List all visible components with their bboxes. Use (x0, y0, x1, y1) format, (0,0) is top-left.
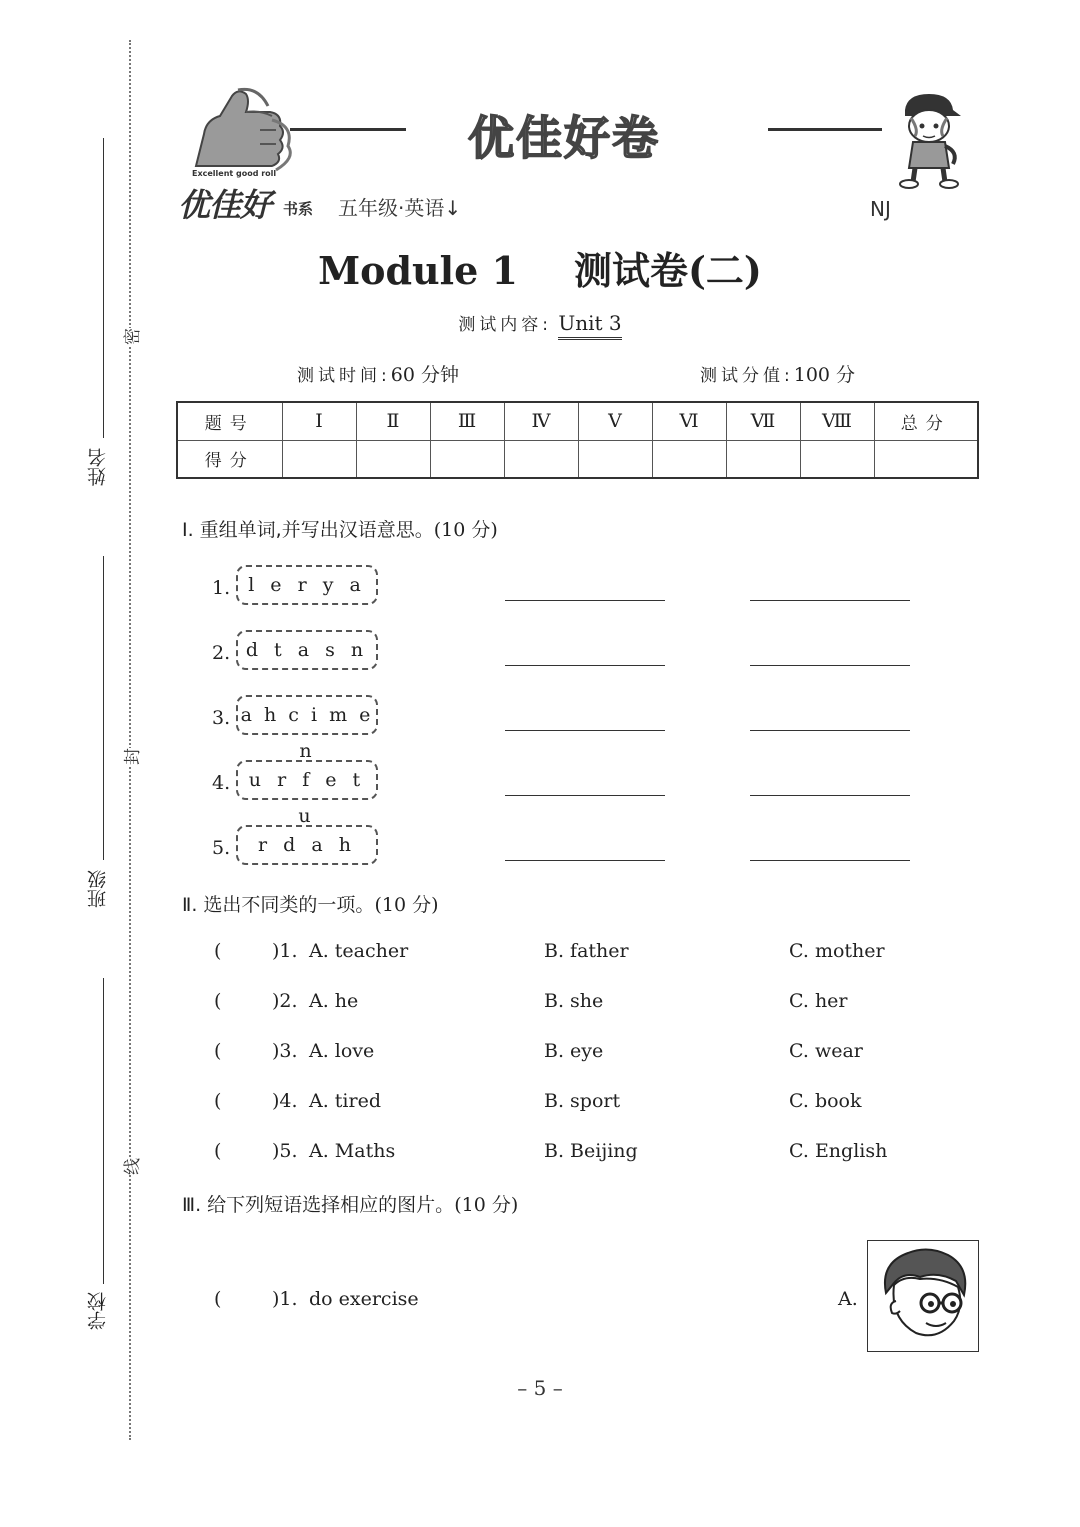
seal-char-xian: 线 (116, 1158, 145, 1175)
table-row (177, 402, 978, 440)
col-header: Ⅱ (356, 402, 430, 440)
phrase-row (214, 1288, 514, 1316)
answer-paren[interactable]: ( (214, 940, 222, 962)
item-number: 1. (212, 577, 231, 599)
meaning-answer-blank[interactable] (750, 600, 910, 601)
test-score (700, 360, 855, 387)
section3-title-text: Ⅲ. 给下列短语选择相应的图片。 (182, 1194, 455, 1216)
option-c: C. mother (789, 940, 885, 962)
choice-row (214, 990, 974, 1018)
boy-with-glasses-icon (868, 1241, 978, 1351)
test-content (0, 310, 1080, 340)
thumbs-up-logo-icon (176, 86, 306, 180)
score-label: 测试分值: (700, 366, 794, 386)
page-title (0, 240, 1080, 295)
option-b: B. she (544, 990, 604, 1012)
item-number: )2. (272, 990, 298, 1012)
table-row (177, 440, 978, 478)
series-title: 优佳好卷 (468, 111, 660, 165)
item-number: )5. (272, 1140, 298, 1162)
choice-row (214, 1040, 974, 1068)
option-c: C. her (789, 990, 848, 1012)
jumbled-letters: a h c i m e n (236, 695, 378, 735)
section2-title-text: Ⅱ. 选出不同类的一项。 (182, 894, 375, 916)
class-write-line (103, 556, 104, 860)
col-header: Ⅴ (578, 402, 652, 440)
picture-label: A. (838, 1288, 858, 1310)
item-number: )3. (272, 1040, 298, 1062)
brand-tagline: Excellent good roll (192, 169, 277, 178)
section1-title (182, 515, 498, 542)
item-number: 3. (212, 707, 231, 729)
jumbled-letters: u r f e t u (236, 760, 378, 800)
option-c: C. English (789, 1140, 888, 1162)
col-header: Ⅶ (726, 402, 800, 440)
item-number: 2. (212, 642, 231, 664)
option-a: A. teacher (309, 940, 409, 962)
section3-points: (10 分) (454, 1194, 519, 1216)
choice-row (214, 1140, 974, 1168)
module-label: Module 1 (318, 248, 518, 293)
test-name: 测试卷(二) (573, 248, 762, 293)
meaning-answer-blank[interactable] (750, 795, 910, 796)
answer-paren[interactable]: ( (214, 1288, 222, 1310)
word-answer-blank[interactable] (505, 795, 665, 796)
section2-points: (10 分) (374, 894, 439, 916)
seal-char-feng: 封 (116, 748, 145, 765)
word-answer-blank[interactable] (505, 665, 665, 666)
col-header: Ⅰ (282, 402, 356, 440)
col-header: Ⅷ (800, 402, 874, 440)
choice-row (214, 940, 974, 968)
row-label-score: 得分 (177, 440, 282, 478)
word-answer-blank[interactable] (505, 600, 665, 601)
option-b: B. sport (544, 1090, 621, 1112)
option-c: C. book (789, 1090, 862, 1112)
answer-paren[interactable]: ( (214, 990, 222, 1012)
header-rule-right (768, 128, 882, 131)
meaning-answer-blank[interactable] (750, 730, 910, 731)
jumbled-letters: l e r y a (236, 565, 378, 605)
name-label: 姓名 (87, 448, 109, 486)
section3-title (182, 1190, 518, 1217)
section2-title (182, 890, 438, 917)
header-rule-left (290, 128, 406, 131)
school-label: 学校 (87, 1292, 109, 1330)
item-number: 5. (212, 837, 231, 859)
item-number: 4. (212, 772, 231, 794)
option-a: A. love (309, 1040, 375, 1062)
phrase-text: do exercise (309, 1288, 419, 1310)
score-table (176, 401, 979, 479)
meaning-answer-blank[interactable] (750, 860, 910, 861)
meaning-answer-blank[interactable] (750, 665, 910, 666)
edition-label: NJ (870, 197, 891, 221)
row-label-question: 题号 (177, 402, 282, 440)
item-number: )1. (272, 940, 298, 962)
option-a: A. he (309, 990, 359, 1012)
score-cell[interactable] (800, 440, 874, 478)
jumbled-letters: d t a s n (236, 630, 378, 670)
jumbled-letters: r d a h (236, 825, 378, 865)
col-header: Ⅲ (430, 402, 504, 440)
answer-paren[interactable]: ( (214, 1140, 222, 1162)
brand-suffix: 书系 (283, 200, 314, 218)
score-cell[interactable] (430, 440, 504, 478)
grade-subject: 五年级·英语↓ (338, 196, 462, 220)
score-cell[interactable] (652, 440, 726, 478)
col-header: Ⅳ (504, 402, 578, 440)
option-b: B. father (544, 940, 629, 962)
option-c: C. wear (789, 1040, 863, 1062)
option-a: A. tired (309, 1090, 382, 1112)
cartoon-boy-mascot-icon (893, 90, 965, 190)
content-label: 测试内容: (458, 315, 553, 335)
picture-frame (867, 1240, 979, 1352)
test-time (297, 360, 459, 387)
page-number: – 5 – (517, 1376, 563, 1400)
answer-paren[interactable]: ( (214, 1040, 222, 1062)
time-value: 60 分钟 (390, 364, 459, 386)
time-label: 测试时间: (297, 366, 391, 386)
seal-char-mi: 密 (116, 328, 145, 345)
option-b: B. eye (544, 1040, 604, 1062)
score-value: 100 分 (793, 364, 856, 386)
section1-points: (10 分) (433, 519, 498, 541)
item-number: )1. (272, 1288, 298, 1310)
content-value: Unit 3 (558, 311, 621, 340)
section1-title-text: Ⅰ. 重组单词,并写出汉语意思。 (182, 519, 434, 541)
item-number: )4. (272, 1090, 298, 1112)
score-cell[interactable] (282, 440, 356, 478)
word-answer-blank[interactable] (505, 730, 665, 731)
choice-row (214, 1090, 974, 1118)
brand-name: 优佳好 (178, 186, 272, 224)
score-cell[interactable] (726, 440, 800, 478)
col-header: Ⅵ (652, 402, 726, 440)
option-a: A. Maths (309, 1140, 396, 1162)
score-cell[interactable] (504, 440, 578, 478)
word-answer-blank[interactable] (505, 860, 665, 861)
score-cell[interactable] (356, 440, 430, 478)
col-header-total: 总分 (874, 402, 978, 440)
score-cell[interactable] (578, 440, 652, 478)
score-cell-total[interactable] (874, 440, 978, 478)
class-label: 班级 (87, 870, 109, 908)
answer-paren[interactable]: ( (214, 1090, 222, 1112)
school-write-line (103, 978, 104, 1284)
option-b: B. Beijing (544, 1140, 638, 1162)
